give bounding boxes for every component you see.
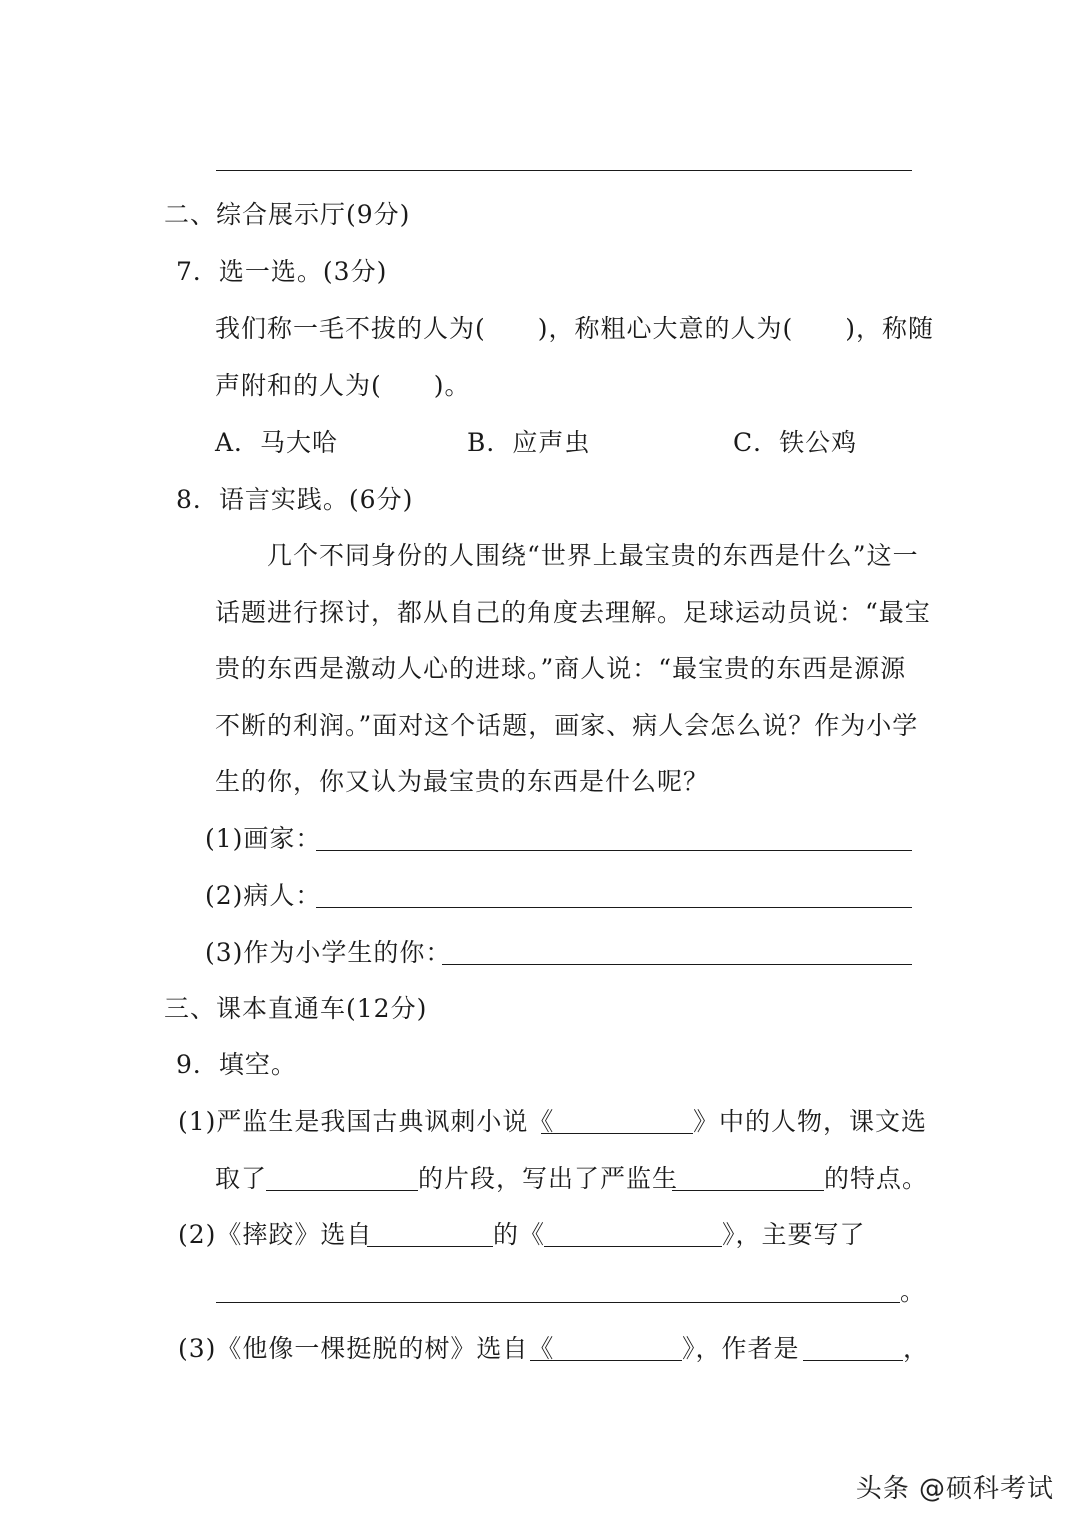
option-a: A．马大哈 bbox=[215, 428, 339, 457]
passage-line: 不断的利润。”面对这个话题，画家、病人会怎么说？作为小学 bbox=[215, 711, 919, 740]
fill-text: 》中的人物，课文选 bbox=[693, 1107, 928, 1136]
answer-line[interactable] bbox=[316, 850, 912, 851]
fill-text: 》，作者是 bbox=[682, 1334, 800, 1363]
blank[interactable] bbox=[530, 1360, 682, 1361]
section-title: 二、综合展示厅(9分) bbox=[164, 200, 411, 229]
passage-line: 生的你，你又认为最宝贵的东西是什么呢？ bbox=[215, 767, 710, 796]
fill-text: ， bbox=[903, 1334, 930, 1363]
blank[interactable] bbox=[266, 1190, 418, 1191]
fill-text: (2)《摔跤》选自 bbox=[178, 1220, 373, 1249]
fill-text: 》，主要写了 bbox=[722, 1220, 866, 1249]
blank[interactable] bbox=[367, 1246, 493, 1247]
answer-line bbox=[216, 170, 912, 171]
question-title: 7．选一选。(3分) bbox=[176, 257, 388, 286]
fill-text: 的特点。 bbox=[824, 1164, 929, 1193]
blank[interactable] bbox=[803, 1360, 903, 1361]
sub-question-label: (1)画家： bbox=[205, 824, 322, 853]
answer-line[interactable] bbox=[216, 1302, 900, 1303]
fill-text: 。 bbox=[900, 1277, 927, 1306]
passage-line: 话题进行探讨，都从自己的角度去理解。足球运动员说：“最宝 bbox=[215, 598, 931, 627]
option-b: B．应声虫 bbox=[467, 428, 591, 457]
section-title: 三、课本直通车(12分) bbox=[164, 994, 428, 1023]
blank[interactable] bbox=[672, 1190, 824, 1191]
fill-text: 的《 bbox=[493, 1220, 546, 1249]
fill-text: (1)严监生是我国古典讽刺小说《 bbox=[178, 1107, 555, 1136]
watermark: 头条 @硕科考试 bbox=[855, 1474, 1054, 1504]
question-text: 我们称一毛不拔的人为( )，称粗心大意的人为( )，称随 bbox=[215, 314, 935, 343]
blank[interactable] bbox=[544, 1246, 722, 1247]
fill-text: 的片段，写出了严监生 bbox=[418, 1164, 679, 1193]
question-text: 声附和的人为( )。 bbox=[215, 371, 471, 400]
answer-line[interactable] bbox=[442, 964, 912, 965]
question-title: 9．填空。 bbox=[176, 1050, 297, 1079]
fill-text: 取了 bbox=[215, 1164, 268, 1193]
fill-text: (3)《他像一棵挺脱的树》选自《 bbox=[178, 1334, 555, 1363]
sub-question-label: (2)病人： bbox=[205, 881, 322, 910]
passage-line: 几个不同身份的人围绕“世界上最宝贵的东西是什么”这一 bbox=[267, 541, 919, 570]
blank[interactable] bbox=[541, 1133, 693, 1134]
passage-line: 贵的东西是激动人心的进球。”商人说：“最宝贵的东西是源源 bbox=[215, 654, 907, 683]
question-title: 8．语言实践。(6分) bbox=[176, 485, 414, 514]
option-c: C．铁公鸡 bbox=[733, 428, 858, 457]
sub-question-label: (3)作为小学生的你： bbox=[205, 938, 452, 967]
answer-line[interactable] bbox=[316, 907, 912, 908]
